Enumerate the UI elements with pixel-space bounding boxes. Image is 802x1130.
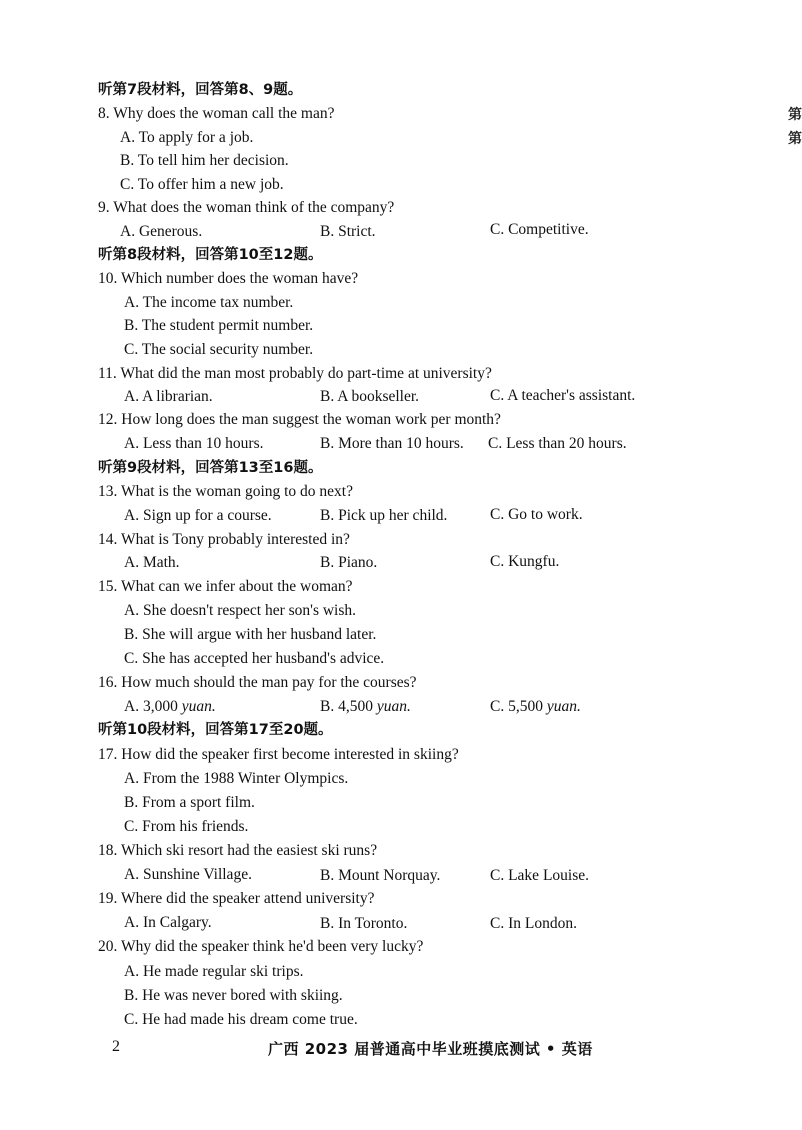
option: C. Kungfu.	[490, 553, 560, 570]
option-amount: A. 3,000	[124, 698, 178, 715]
option: C. To offer him a new job.	[120, 176, 284, 193]
option: A. Math.	[124, 554, 180, 571]
option: A. From the 1988 Winter Olympics.	[124, 770, 349, 787]
option: A. In Calgary.	[124, 914, 212, 931]
option: A. Less than 10 hours.	[124, 435, 264, 452]
option: B. In Toronto.	[320, 915, 408, 932]
edge-glyph: 第	[788, 107, 802, 123]
option: A. Sign up for a course.	[124, 507, 272, 524]
option: A. Generous.	[120, 223, 203, 240]
option-unit: yuan.	[546, 698, 581, 715]
option: C. He had made his dream come true.	[124, 1011, 358, 1028]
option: C. Competitive.	[490, 221, 589, 238]
option: A. Sunshine Village.	[124, 866, 252, 883]
option: A. To apply for a job.	[120, 129, 254, 146]
edge-glyph: 第	[788, 131, 802, 147]
option: A. A librarian.	[124, 388, 213, 405]
question-stem: 13. What is the woman going to do next?	[98, 483, 353, 500]
question-stem: 12. How long does the man suggest the woman work per month?	[98, 411, 501, 428]
question-stem: 16. How much should the man pay for the courses?	[98, 674, 417, 691]
section-heading: 听第10段材料，回答第17至20题。	[98, 722, 333, 738]
option: C. Less than 20 hours.	[488, 435, 627, 452]
option: C. From his friends.	[124, 818, 249, 835]
option-amount: B. 4,500	[320, 698, 373, 715]
option	[124, 697, 216, 717]
question-stem: 20. Why did the speaker think he'd been very lucky?	[98, 938, 424, 955]
option-amount: C. 5,500	[490, 698, 543, 715]
question-stem: 8. Why does the woman call the man?	[98, 105, 335, 122]
option: C. She has accepted her husband's advice.	[124, 650, 385, 667]
option: C. In London.	[490, 915, 577, 932]
section-heading: 听第7段材料，回答第8、9题。	[98, 82, 303, 98]
option: A. He made regular ski trips.	[124, 963, 304, 980]
question-stem: 19. Where did the speaker attend university?	[98, 890, 375, 907]
option: B. Piano.	[320, 554, 378, 571]
option: B. He was never bored with skiing.	[124, 987, 343, 1004]
section-heading: 听第9段材料，回答第13至16题。	[98, 460, 323, 476]
option: B. To tell him her decision.	[120, 152, 289, 169]
question-stem: 9. What does the woman think of the company?	[98, 199, 395, 216]
option: B. She will argue with her husband later.	[124, 626, 377, 643]
option: C. Lake Louise.	[490, 867, 590, 884]
option-unit: yuan.	[181, 698, 216, 715]
question-stem: 15. What can we infer about the woman?	[98, 578, 353, 595]
question-stem: 10. Which number does the woman have?	[98, 270, 359, 287]
option: A. The income tax number.	[124, 294, 294, 311]
option: B. Strict.	[320, 223, 376, 240]
option: A. She doesn't respect her son's wish.	[124, 602, 357, 619]
option: C. The social security number.	[124, 341, 314, 358]
option: C. A teacher's assistant.	[490, 387, 636, 404]
option: C. Go to work.	[490, 506, 583, 523]
option	[490, 697, 581, 717]
question-stem: 11. What did the man most probably do part-time at university?	[98, 365, 492, 382]
option: B. The student permit number.	[124, 317, 314, 334]
page-number: 2	[112, 1038, 120, 1055]
question-stem: 17. How did the speaker first become interested in skiing?	[98, 746, 459, 763]
option: B. From a sport film.	[124, 794, 255, 811]
question-stem: 18. Which ski resort had the easiest ski runs?	[98, 842, 378, 859]
option: B. Mount Norquay.	[320, 867, 441, 884]
option: B. More than 10 hours.	[320, 435, 464, 452]
option: B. A bookseller.	[320, 388, 420, 405]
footer-title: 广西 2023 届普通高中毕业班摸底测试 • 英语	[268, 1040, 593, 1058]
option-unit: yuan.	[376, 698, 411, 715]
option: B. Pick up her child.	[320, 507, 448, 524]
section-heading: 听第8段材料，回答第10至12题。	[98, 247, 323, 263]
option	[320, 697, 411, 717]
question-stem: 14. What is Tony probably interested in?	[98, 531, 350, 548]
